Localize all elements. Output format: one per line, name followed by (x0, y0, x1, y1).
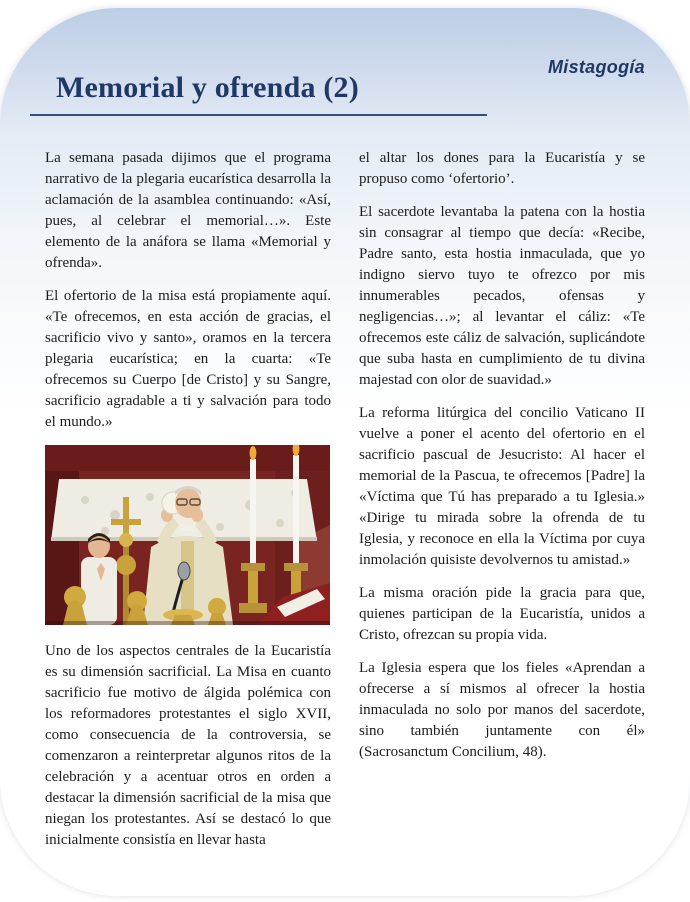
paragraph: El ofertorio de la misa está propiamente aquí. «Te ofrecemos, en esta acción de gracias, el sacrificio vivo y santo», oramos en la tercera plegaria eucarística; en la cuarta: «Te ofrecemos su Cuerpo [de Cristo] y su Sangre, sacrificio agradable a ti y salvación para todo el mundo.» (45, 288, 331, 430)
paragraph: el altar los dones para la Eucaristía y se propuso como ‘ofertorio’. (359, 150, 645, 187)
article-body (45, 148, 645, 863)
paragraph: La semana pasada dijimos que el programa narrativo de la plegaria eucarística desarrolla la aclamación de la asamblea continuando: «Así, pues, al celebrar el memorial…». Este elemento de la anáfora se llama «Memorial y ofrenda». (45, 150, 331, 271)
title-underline (30, 114, 487, 116)
paragraph: La reforma litúrgica del concilio Vaticano II vuelve a poner el acento del ofertorio en el sacrificio pascual de Jesucristo: Al hacer el memorial de la Pascua, te ofrecemos [Padre] la «Víctima que Tú has preparado a tu Iglesia.» «Dirige tu mirada sobre la ofrenda de tu Iglesia, y reconoce en ella la Víctima por cuya inmolación quisiste devolvernos tu amistad.» (359, 405, 645, 568)
page-title: Memorial y ofrenda (2) (56, 71, 359, 104)
badge-underline (510, 87, 662, 90)
paragraph: La misma oración pide la gracia para que, quienes participan de la Eucaristía, unidos a Cristo, ofrezcan su propia vida. (359, 585, 645, 643)
mass-photo (45, 445, 330, 625)
right-column (359, 148, 645, 863)
mistagogia-label: Mistagogía (547, 57, 645, 77)
left-column (45, 148, 331, 863)
paragraph: El sacerdote levantaba la patena con la hostia sin consagrar al tiempo que decía: «Recibe, Padre santo, esta hostia inmaculada, que yo indigno siervo tuyo te ofrezco por mis innumerables pecados, ofensas y negligencias…»; al levantar el cáliz: «Te ofrecemos este cáliz de salvación, suplicándote que suba hasta en cumplimiento de tu divina majestad con olor de suavidad.» (359, 204, 645, 388)
paragraph: Uno de los aspectos centrales de la Eucaristía es su dimensión sacrificial. La Misa en cuanto sacrificio fue motivo de álgida polémica con los reformadores protestantes el siglo XVII, como consecuencia de la controversia, se comenzaron a reinterpretar algunos ritos de la celebración y a acentuar otros en orden a destacar la dimensión sacrificial de la misa que niegan los protestantes. Así se destacó lo que inicialmente consistía en llevar hasta (45, 643, 331, 848)
paragraph: La Iglesia espera que los fieles «Aprendan a ofrecerse a sí mismos al ofrecer la hostia inmaculada no solo por manos del sacerdote, sino también juntamente con él» (Sacrosanctum Concilium, 48). (359, 660, 645, 760)
photo-illustration (45, 445, 330, 625)
